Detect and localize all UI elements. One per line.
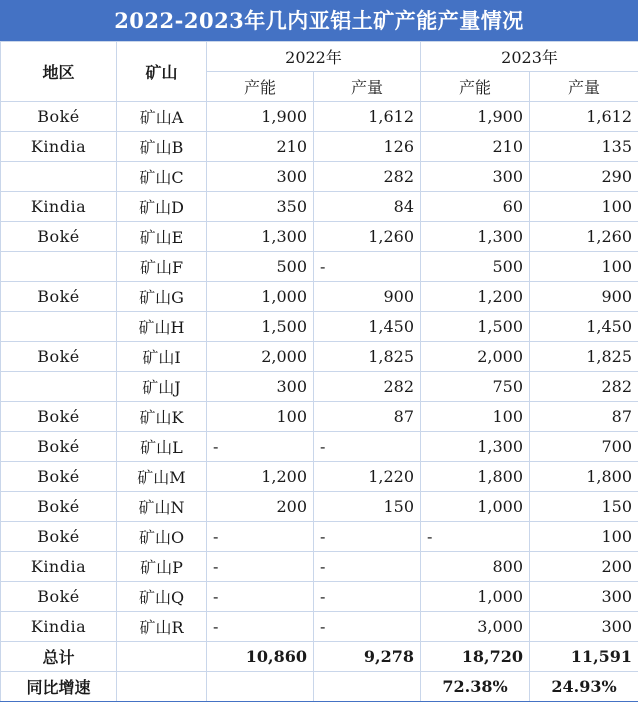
- output-2022-cell: -: [314, 582, 421, 612]
- table-row: [1, 552, 638, 582]
- mine-cell: 矿山R: [117, 612, 207, 642]
- growth-empty-1: [117, 672, 207, 702]
- capacity-2022-cell: 200: [207, 492, 314, 522]
- region-cell: Boké: [1, 492, 117, 522]
- header-capacity-2022: 产能: [207, 72, 314, 102]
- region-cell: Boké: [1, 522, 117, 552]
- capacity-2023-cell: 1,200: [421, 282, 530, 312]
- capacity-2022-cell: 1,200: [207, 462, 314, 492]
- output-2023-cell: 150: [530, 492, 638, 522]
- table-row: [1, 522, 638, 552]
- output-2022-cell: 1,220: [314, 462, 421, 492]
- header-capacity-2023: 产能: [421, 72, 530, 102]
- output-2023-cell: 282: [530, 372, 638, 402]
- output-2023-cell: 900: [530, 282, 638, 312]
- region-cell: Boké: [1, 462, 117, 492]
- region-cell: Kindia: [1, 552, 117, 582]
- capacity-2022-cell: 210: [207, 132, 314, 162]
- region-cell: Boké: [1, 432, 117, 462]
- region-cell: Boké: [1, 282, 117, 312]
- table-title: 2022-2023年几内亚铝土矿产能产量情况: [0, 0, 638, 41]
- output-2022-cell: -: [314, 522, 421, 552]
- mine-cell: 矿山Q: [117, 582, 207, 612]
- capacity-2022-cell: 100: [207, 402, 314, 432]
- table-row: [1, 402, 638, 432]
- capacity-2022-cell: -: [207, 522, 314, 552]
- region-cell: Kindia: [1, 612, 117, 642]
- capacity-2022-cell: 300: [207, 162, 314, 192]
- table-row: [1, 252, 638, 282]
- output-2023-cell: 100: [530, 252, 638, 282]
- output-2023-cell: 1,450: [530, 312, 638, 342]
- output-2022-cell: 84: [314, 192, 421, 222]
- table-row: [1, 612, 638, 642]
- capacity-2022-cell: -: [207, 552, 314, 582]
- table-row: [1, 372, 638, 402]
- output-2023-cell: 1,800: [530, 462, 638, 492]
- capacity-2023-cell: 300: [421, 162, 530, 192]
- capacity-2023-cell: 1,500: [421, 312, 530, 342]
- capacity-2023-cell: 3,000: [421, 612, 530, 642]
- region-cell: [1, 372, 117, 402]
- mine-cell: 矿山O: [117, 522, 207, 552]
- output-2023-cell: 1,612: [530, 102, 638, 132]
- bauxite-table: [0, 41, 638, 702]
- output-2023-cell: 100: [530, 192, 638, 222]
- capacity-2022-cell: 2,000: [207, 342, 314, 372]
- output-2022-cell: 1,450: [314, 312, 421, 342]
- output-2022-cell: 126: [314, 132, 421, 162]
- region-cell: Kindia: [1, 132, 117, 162]
- capacity-2023-cell: 1,300: [421, 222, 530, 252]
- table-row: [1, 432, 638, 462]
- mine-cell: 矿山K: [117, 402, 207, 432]
- region-cell: [1, 162, 117, 192]
- output-2022-cell: -: [314, 432, 421, 462]
- header-output-2022: 产量: [314, 72, 421, 102]
- mine-cell: 矿山N: [117, 492, 207, 522]
- capacity-2022-cell: 1,300: [207, 222, 314, 252]
- capacity-2023-cell: 1,000: [421, 492, 530, 522]
- table-row: [1, 222, 638, 252]
- capacity-2023-cell: 1,300: [421, 432, 530, 462]
- capacity-2022-cell: 1,000: [207, 282, 314, 312]
- region-cell: [1, 312, 117, 342]
- output-2022-cell: 87: [314, 402, 421, 432]
- mine-cell: 矿山D: [117, 192, 207, 222]
- mine-cell: 矿山L: [117, 432, 207, 462]
- total-row: [1, 642, 638, 672]
- capacity-2022-cell: 350: [207, 192, 314, 222]
- output-2023-cell: 87: [530, 402, 638, 432]
- capacity-2022-cell: 1,900: [207, 102, 314, 132]
- capacity-2022-cell: 300: [207, 372, 314, 402]
- growth-capacity-2023: 72.38%: [421, 672, 530, 702]
- growth-output-2023: 24.93%: [530, 672, 638, 702]
- mine-cell: 矿山C: [117, 162, 207, 192]
- output-2023-cell: 1,825: [530, 342, 638, 372]
- capacity-2023-cell: 1,000: [421, 582, 530, 612]
- region-cell: Boké: [1, 102, 117, 132]
- output-2023-cell: 1,260: [530, 222, 638, 252]
- region-cell: Boké: [1, 342, 117, 372]
- output-2022-cell: 282: [314, 162, 421, 192]
- mine-cell: 矿山I: [117, 342, 207, 372]
- capacity-2022-cell: -: [207, 432, 314, 462]
- capacity-2022-cell: 1,500: [207, 312, 314, 342]
- capacity-2023-cell: -: [421, 522, 530, 552]
- capacity-2023-cell: 500: [421, 252, 530, 282]
- output-2022-cell: -: [314, 252, 421, 282]
- mine-cell: 矿山A: [117, 102, 207, 132]
- capacity-2022-cell: -: [207, 582, 314, 612]
- mine-cell: 矿山E: [117, 222, 207, 252]
- capacity-2022-cell: 500: [207, 252, 314, 282]
- table-row: [1, 162, 638, 192]
- header-region: 地区: [1, 42, 117, 102]
- mine-cell: 矿山M: [117, 462, 207, 492]
- region-cell: Kindia: [1, 192, 117, 222]
- region-cell: [1, 252, 117, 282]
- mine-cell: 矿山J: [117, 372, 207, 402]
- output-2023-cell: 700: [530, 432, 638, 462]
- table-row: [1, 462, 638, 492]
- capacity-2023-cell: 60: [421, 192, 530, 222]
- output-2022-cell: 150: [314, 492, 421, 522]
- capacity-2023-cell: 1,900: [421, 102, 530, 132]
- capacity-2023-cell: 210: [421, 132, 530, 162]
- table-row: [1, 192, 638, 222]
- growth-empty-2: [207, 672, 314, 702]
- total-capacity-2022: 10,860: [207, 642, 314, 672]
- capacity-2023-cell: 750: [421, 372, 530, 402]
- output-2023-cell: 100: [530, 522, 638, 552]
- capacity-2022-cell: -: [207, 612, 314, 642]
- growth-row: [1, 672, 638, 702]
- table-row: [1, 492, 638, 522]
- region-cell: Boké: [1, 402, 117, 432]
- capacity-2023-cell: 2,000: [421, 342, 530, 372]
- output-2023-cell: 300: [530, 582, 638, 612]
- region-cell: Boké: [1, 582, 117, 612]
- output-2022-cell: 900: [314, 282, 421, 312]
- capacity-2023-cell: 800: [421, 552, 530, 582]
- table-row: [1, 282, 638, 312]
- header-year-2023: 2023年: [421, 42, 638, 72]
- table-row: [1, 132, 638, 162]
- total-label: 总计: [1, 642, 117, 672]
- output-2022-cell: -: [314, 552, 421, 582]
- mine-cell: 矿山B: [117, 132, 207, 162]
- mine-cell: 矿山P: [117, 552, 207, 582]
- output-2023-cell: 200: [530, 552, 638, 582]
- output-2022-cell: 1,612: [314, 102, 421, 132]
- total-output-2023: 11,591: [530, 642, 638, 672]
- header-output-2023: 产量: [530, 72, 638, 102]
- output-2023-cell: 300: [530, 612, 638, 642]
- region-cell: Boké: [1, 222, 117, 252]
- growth-label: 同比增速: [1, 672, 117, 702]
- mine-cell: 矿山H: [117, 312, 207, 342]
- total-mine-cell: [117, 642, 207, 672]
- table-row: [1, 102, 638, 132]
- capacity-2023-cell: 1,800: [421, 462, 530, 492]
- output-2023-cell: 290: [530, 162, 638, 192]
- growth-empty-3: [314, 672, 421, 702]
- mine-cell: 矿山G: [117, 282, 207, 312]
- total-capacity-2023: 18,720: [421, 642, 530, 672]
- capacity-2023-cell: 100: [421, 402, 530, 432]
- mine-cell: 矿山F: [117, 252, 207, 282]
- output-2022-cell: 1,260: [314, 222, 421, 252]
- table-row: [1, 312, 638, 342]
- header-year-2022: 2022年: [207, 42, 421, 72]
- header-mine: 矿山: [117, 42, 207, 102]
- table-row: [1, 342, 638, 372]
- total-output-2022: 9,278: [314, 642, 421, 672]
- output-2022-cell: -: [314, 612, 421, 642]
- output-2023-cell: 135: [530, 132, 638, 162]
- output-2022-cell: 1,825: [314, 342, 421, 372]
- output-2022-cell: 282: [314, 372, 421, 402]
- table-row: [1, 582, 638, 612]
